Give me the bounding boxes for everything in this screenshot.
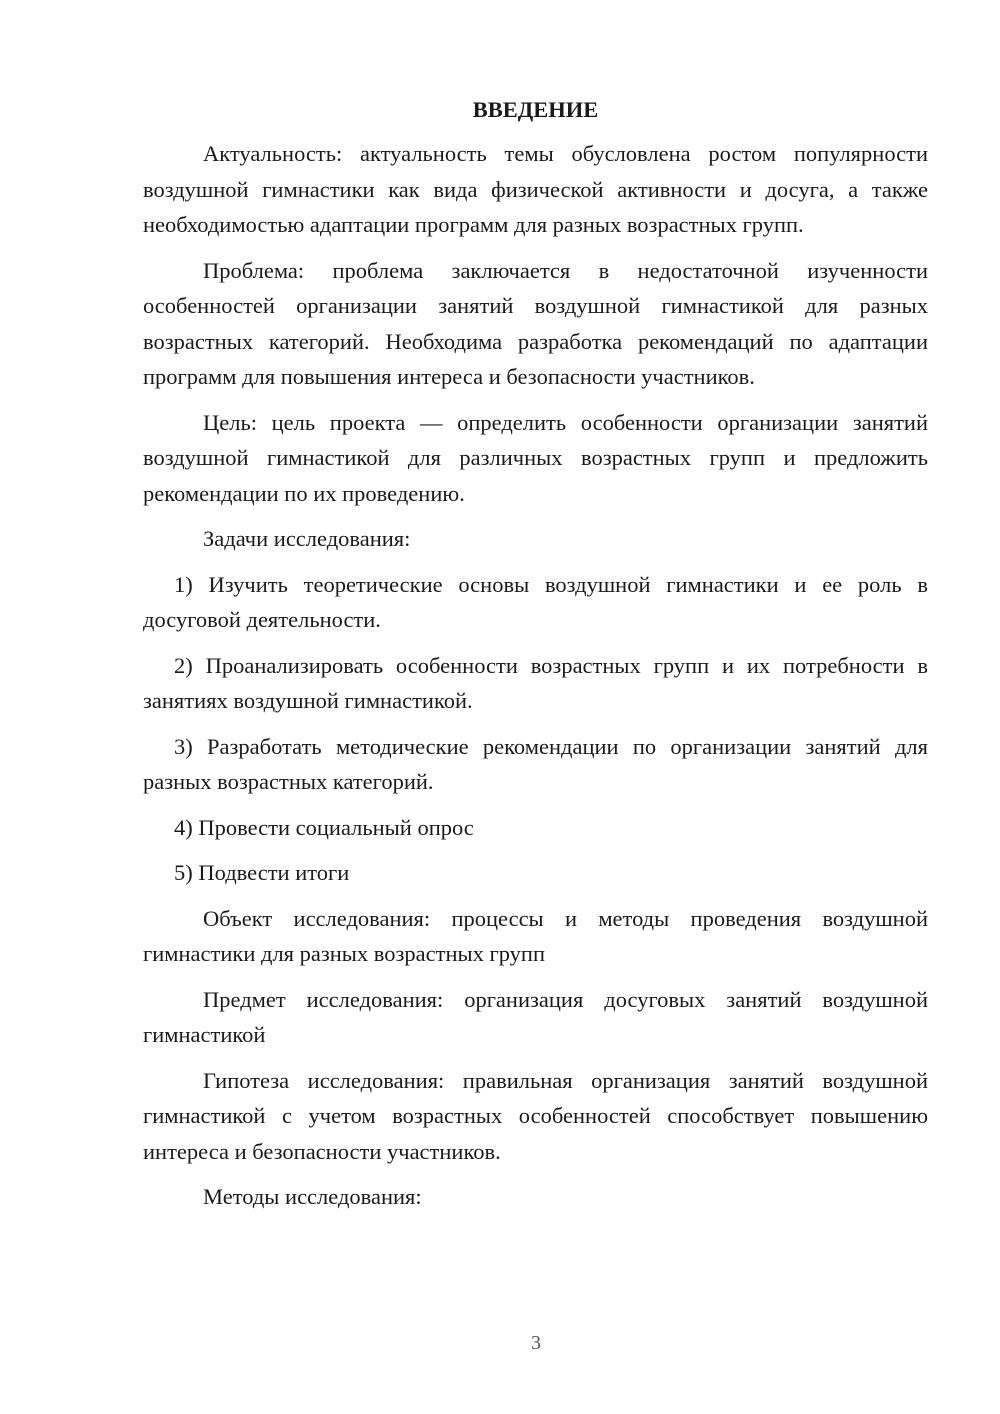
page-body: [143, 92, 928, 1225]
task-item: 1) Изучить теоретические основы воздушной гимнастики и ее роль в досуговой деятельности.: [143, 571, 928, 632]
tasks-heading: Задачи исследования:: [203, 526, 411, 551]
goal-paragraph: Цель: цель проекта — определить особенности организации занятий воздушной гимнастикой для различных возрастных групп и предложить рекомендации по их проведению.: [143, 409, 928, 506]
page-number: 3: [531, 1332, 541, 1354]
section-title: ВВЕДЕНИЕ: [472, 97, 599, 122]
subject-paragraph: Предмет исследования: организация досуговых занятий воздушной гимнастикой: [143, 986, 928, 1047]
hypothesis-paragraph: Гипотеза исследования: правильная организация занятий воздушной гимнастикой с учетом возрастных особенностей способствует повышению интереса и безопасности участников.: [143, 1067, 928, 1164]
task-item: 5) Подвести итоги: [174, 860, 350, 885]
object-paragraph: Объект исследования: процессы и методы проведения воздушной гимнастики для разных возрастных групп: [143, 905, 928, 966]
actuality-paragraph: Актуальность: актуальность темы обусловлена ростом популярности воздушной гимнастики как вида физической активности и досуга, а также необходимостью адаптации программ для разных возрастных групп.: [143, 141, 928, 237]
task-item: 3) Разработать методические рекомендации по организации занятий для разных возрастных категорий.: [143, 733, 928, 794]
task-item: 4) Провести социальный опрос: [174, 814, 474, 840]
task-item: 2) Проанализировать особенности возрастных групп и их потребности в занятиях воздушной гимнастикой.: [143, 652, 928, 713]
problem-paragraph: Проблема: проблема заключается в недостаточной изученности особенностей организации занятий воздушной гимнастикой для разных возрастных категорий. Необходима разработка рекомендаций по адаптации программ для повышения интереса и безопасности участников.: [143, 257, 928, 389]
methods-heading: Методы исследования:: [203, 1184, 422, 1209]
